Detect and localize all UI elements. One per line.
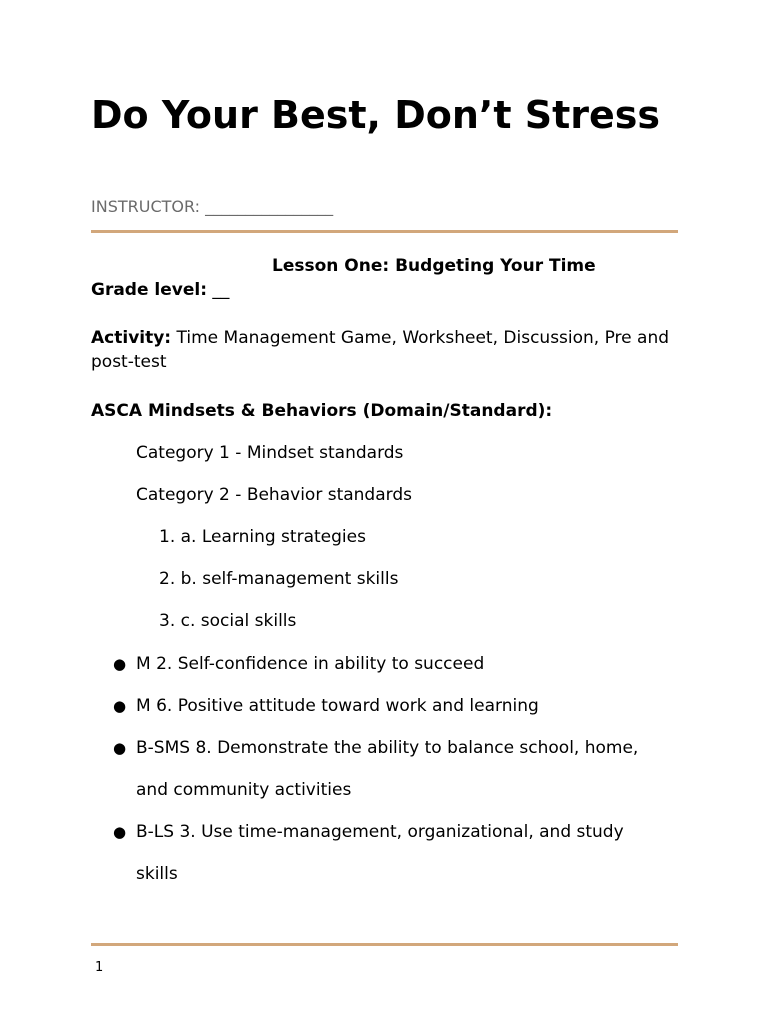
bullet-item: M 6. Positive attitude toward work and learning [136,696,539,716]
grade-label: Grade level: [91,280,208,300]
bullet-item: B-SMS 8. Demonstrate the ability to balance school, home, [136,738,639,758]
bullet-item-continuation: skills [136,864,178,884]
bullet-item: B-LS 3. Use time-management, organizational, and study [136,822,624,842]
top-divider [91,230,678,233]
numbered-item: 1. a. Learning strategies [159,527,366,547]
category-item: Category 2 - Behavior standards [136,485,412,505]
grade-level [91,278,229,302]
bullet-dot: ● [113,823,127,841]
bullet-dot: ● [113,655,127,673]
grade-value: __ [207,280,230,300]
numbered-item: 3. c. social skills [159,611,297,631]
bullet-dot: ● [113,739,127,757]
category-item: Category 1 - Mindset standards [136,443,404,463]
numbered-item: 2. b. self-management skills [159,569,399,589]
page-number: 1 [95,960,104,975]
bullet-item: M 2. Self-confidence in ability to succeed [136,654,485,674]
footer-divider [91,943,678,946]
document-title: Do Your Best, Don’t Stress [91,93,661,137]
activity-paragraph [91,326,676,374]
activity-label: Activity: [91,328,172,348]
asca-heading: ASCA Mindsets & Behaviors (Domain/Standard): [91,401,553,421]
bullet-dot: ● [113,697,127,715]
instructor-line: INSTRUCTOR: ________________ [91,197,334,216]
lesson-heading: Lesson One: Budgeting Your Time [272,256,596,276]
activity-text: Time Management Game, Worksheet, Discussion, Pre and post-test [91,328,670,372]
bullet-item-continuation: and community activities [136,780,352,800]
